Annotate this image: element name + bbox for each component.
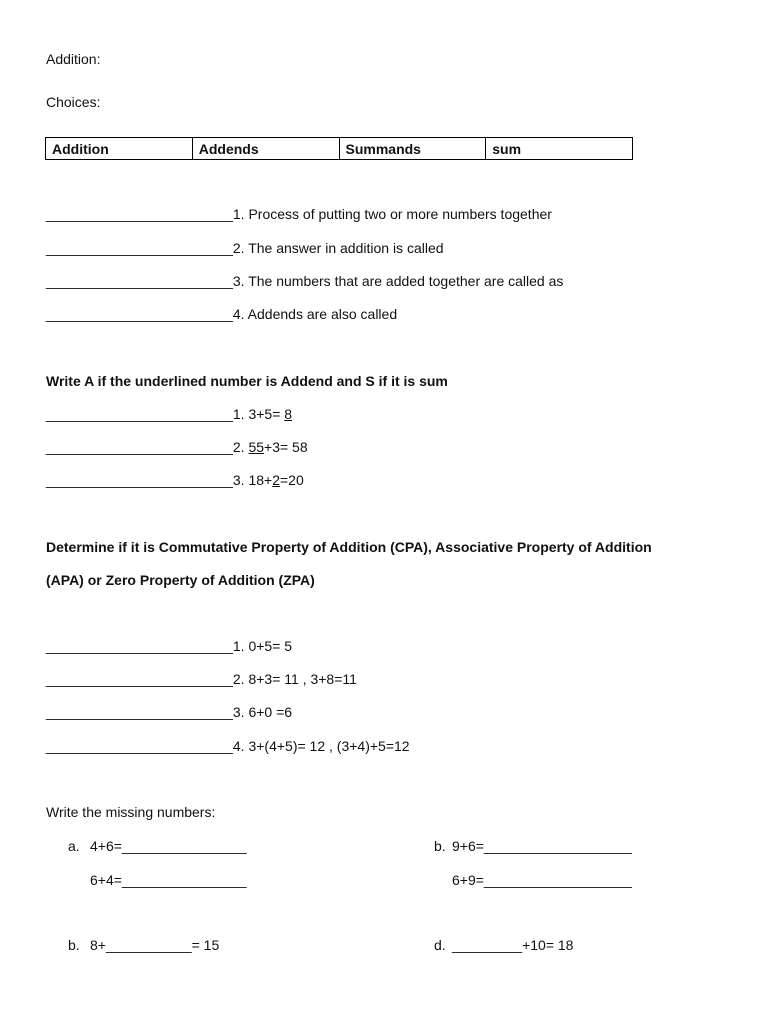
section-heading: Determine if it is Commutative Property of Addition (CPA), Associative Property of Addition [46,539,652,555]
question-item [46,737,410,755]
question-item [46,272,563,290]
choices-table [45,137,633,160]
item-number: 4. [232,306,245,322]
question-item [46,205,552,223]
missing-number-equation[interactable]: 9+6=___________________ [452,838,632,854]
item-text: The numbers that are added together are called as [244,273,564,289]
answer-blank[interactable]: ________________________ [46,671,233,687]
answer-blank[interactable]: ________________________ [46,704,233,720]
answer-blank[interactable]: ________________________ [46,406,233,422]
answer-blank[interactable]: ________________________ [46,306,233,322]
section-heading: Write A if the underlined number is Addend and S if it is sum [46,373,448,389]
item-number: 3. [232,704,245,720]
section-heading: Write the missing numbers: [46,804,216,820]
item-text: +3= 58 [264,439,308,455]
question-item [46,670,357,688]
worksheet-title: Addition: [46,51,101,67]
question-item [46,305,397,323]
choices-label: Choices: [46,94,101,110]
item-number: 3. [232,273,245,289]
item-number: 1. [232,638,245,654]
answer-blank[interactable]: ________________________ [46,240,233,256]
item-number: 2. [232,240,245,256]
item-text: 6+0 =6 [244,704,293,720]
item-text: 8+3= 11 , 3+8=11 [244,671,357,687]
item-number: 2. [232,439,245,455]
answer-blank[interactable]: ________________________ [46,273,233,289]
question-item [46,239,444,257]
item-text: Process of putting two or more numbers together [244,206,552,222]
item-number: 2. [232,671,245,687]
answer-blank[interactable]: ________________________ [46,472,233,488]
section-heading: (APA) or Zero Property of Addition (ZPA) [46,572,315,588]
question-item [46,405,292,423]
answer-blank[interactable]: ________________________ [46,439,233,455]
question-item [46,438,308,456]
item-text: =20 [280,472,304,488]
item-label: a. [68,838,80,854]
answer-blank[interactable]: ________________________ [46,738,233,754]
missing-number-equation[interactable]: 4+6=________________ [90,838,247,854]
choice-cell: Summands [339,138,486,160]
answer-blank[interactable]: ________________________ [46,638,233,654]
choices-row [46,138,633,160]
choice-cell: sum [486,138,633,160]
item-number: 1. [232,406,245,422]
item-number: 1. [232,206,245,222]
item-label: b. [68,937,80,953]
missing-number-equation[interactable]: 6+9=___________________ [452,872,632,888]
underlined-number: 8 [284,406,293,422]
question-item [46,637,292,655]
missing-number-equation[interactable]: _________+10= 18 [452,937,574,953]
item-label: b. [434,838,446,854]
choice-cell: Addition [46,138,193,160]
item-number: 4. [232,738,245,754]
item-text: The answer in addition is called [244,240,444,256]
item-number: 3. [232,472,245,488]
item-text: 18+ [244,472,273,488]
question-item [46,471,304,489]
answer-blank[interactable]: ________________________ [46,206,233,222]
item-label: d. [434,937,446,953]
item-text: 3+(4+5)= 12 , (3+4)+5=12 [244,738,410,754]
underlined-number: 55 [248,439,265,455]
missing-number-equation[interactable]: 6+4=________________ [90,872,247,888]
question-item [46,703,292,721]
item-text: 3+5= [244,406,285,422]
item-text: 0+5= 5 [244,638,293,654]
underlined-number: 2 [272,472,280,488]
item-text: Addends are also called [244,306,398,322]
missing-number-equation[interactable]: 8+___________= 15 [90,937,220,953]
choice-cell: Addends [192,138,339,160]
